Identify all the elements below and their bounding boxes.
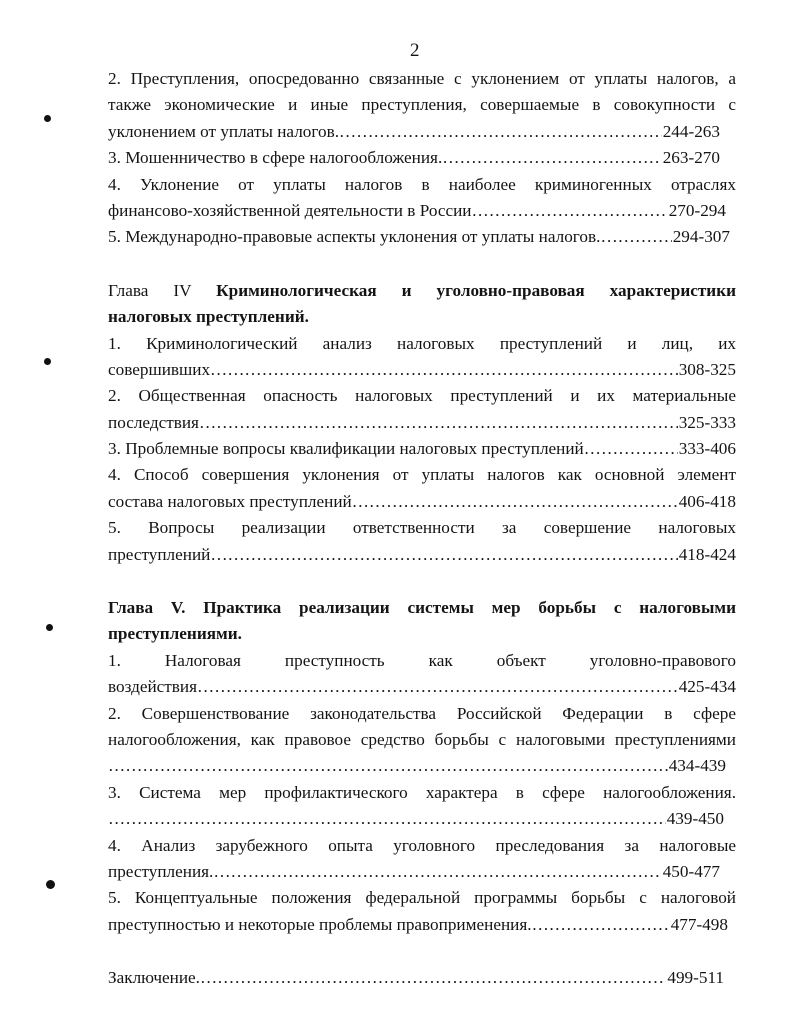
page-range: 325-333 (678, 412, 736, 432)
toc-line: 4. Анализ зарубежного опыта уголовного преследования за налоговые (108, 835, 736, 855)
leader-dots (472, 198, 668, 224)
toc-line: налогообложения, как правовое средство борьбы с налоговыми преступлениями (108, 729, 736, 749)
leader-dots (339, 119, 662, 145)
page-number: 2 (410, 40, 420, 61)
toc-line: также экономические и иные преступления, совершаемые в совокупности с (108, 95, 736, 115)
chapter-heading (108, 278, 736, 304)
chapter-title: Криминологическая и уголовно-правовая характеристики (216, 280, 736, 300)
scan-mark (46, 880, 55, 889)
page-range: 418-424 (678, 544, 736, 564)
page-range: 308-325 (678, 359, 736, 379)
chapter-title-cont: преступлениями. (108, 624, 242, 644)
leader-dots (210, 357, 678, 383)
page-range: 425-434 (678, 677, 736, 697)
toc-text: 3. Проблемные вопросы квалификации налоговых преступлений (108, 439, 584, 459)
toc-text: Заключение. (108, 968, 200, 988)
toc-entry (108, 753, 726, 779)
toc-entry (108, 410, 736, 436)
toc-text: 3. Мошенничество в сфере налогообложения. (108, 148, 443, 168)
toc-text: преступления. (108, 861, 214, 881)
toc-entry (108, 119, 720, 145)
toc-entry (108, 542, 736, 568)
toc-text: преступностью и некоторые проблемы правоприменения. (108, 914, 532, 934)
toc-entry (108, 224, 730, 250)
chapter-prefix: Глава IV (108, 280, 192, 300)
toc-entry-conclusion (108, 965, 724, 991)
toc-text: преступлений (108, 544, 211, 564)
leader-dots (197, 674, 678, 700)
toc-text: состава налоговых преступлений (108, 491, 352, 511)
toc-line: 4. Уклонение от уплаты налогов в наиболее криминогенных отраслях (108, 174, 736, 194)
toc-line: 2. Совершенствование законодательства Российской Федерации в сфере (108, 703, 736, 723)
toc-entry (108, 489, 736, 515)
toc-line: 2. Общественная опасность налоговых преступлений и их материальные (108, 386, 736, 406)
leader-dots (442, 145, 661, 171)
page-range: 477-498 (670, 914, 728, 934)
toc-text: воздействия (108, 677, 198, 697)
leader-dots (108, 806, 666, 832)
toc-text: уклонением от уплаты налогов. (108, 121, 339, 141)
toc-entry (108, 806, 724, 832)
page-range: 333-406 (678, 439, 736, 459)
toc-line: 5. Вопросы реализации ответственности за совершение налоговых (108, 518, 736, 538)
leader-dots (584, 436, 678, 462)
page-range: 439-450 (666, 809, 724, 829)
leader-dots (352, 489, 678, 515)
table-of-contents (108, 66, 736, 992)
page-range: 244-263 (662, 121, 720, 141)
toc-text: совершивших (108, 359, 211, 379)
toc-text: финансово-хозяйственной деятельности в России (108, 200, 472, 220)
toc-entry (108, 859, 720, 885)
leader-dots (532, 912, 670, 938)
leader-dots (200, 965, 666, 991)
page-range: 499-511 (667, 968, 724, 988)
leader-dots (108, 753, 668, 779)
toc-entry (108, 145, 720, 171)
page-range: 294-307 (672, 227, 730, 247)
toc-line: 4. Способ совершения уклонения от уплаты налогов как основной элемент (108, 465, 736, 485)
leader-dots (600, 224, 671, 250)
leader-dots (213, 859, 661, 885)
leader-dots (199, 410, 678, 436)
page-range: 406-418 (678, 491, 736, 511)
scan-mark (44, 115, 51, 122)
scan-mark (46, 624, 53, 631)
chapter-title-cont: налоговых преступлений. (108, 307, 309, 327)
toc-entry (108, 357, 736, 383)
page-range: 434-439 (668, 756, 726, 776)
toc-line: 3. Система мер профилактического характера в сфере налогообложения. (108, 782, 736, 802)
scan-mark (44, 358, 51, 365)
toc-entry (108, 436, 736, 462)
page-range: 450-477 (662, 861, 720, 881)
chapter-heading: Глава V. Практика реализации системы мер борьбы с налоговыми (108, 598, 736, 618)
toc-text: последствия (108, 412, 199, 432)
toc-entry (108, 198, 726, 224)
toc-line: 1. Налоговая преступность как объект уголовно-правового (108, 650, 736, 670)
toc-entry (108, 912, 728, 938)
toc-text: 5. Международно-правовые аспекты уклонения от уплаты налогов. (108, 227, 601, 247)
toc-line: 2. Преступления, опосредованно связанные с уклонением от уплаты налогов, а (108, 69, 736, 88)
page-range: 263-270 (662, 148, 720, 168)
leader-dots (210, 542, 677, 568)
toc-line: 5. Концептуальные положения федеральной программы борьбы с налоговой (108, 888, 736, 908)
toc-line: 1. Криминологический анализ налоговых преступлений и лиц, их (108, 333, 736, 353)
toc-entry (108, 674, 736, 700)
page-range: 270-294 (668, 200, 726, 220)
